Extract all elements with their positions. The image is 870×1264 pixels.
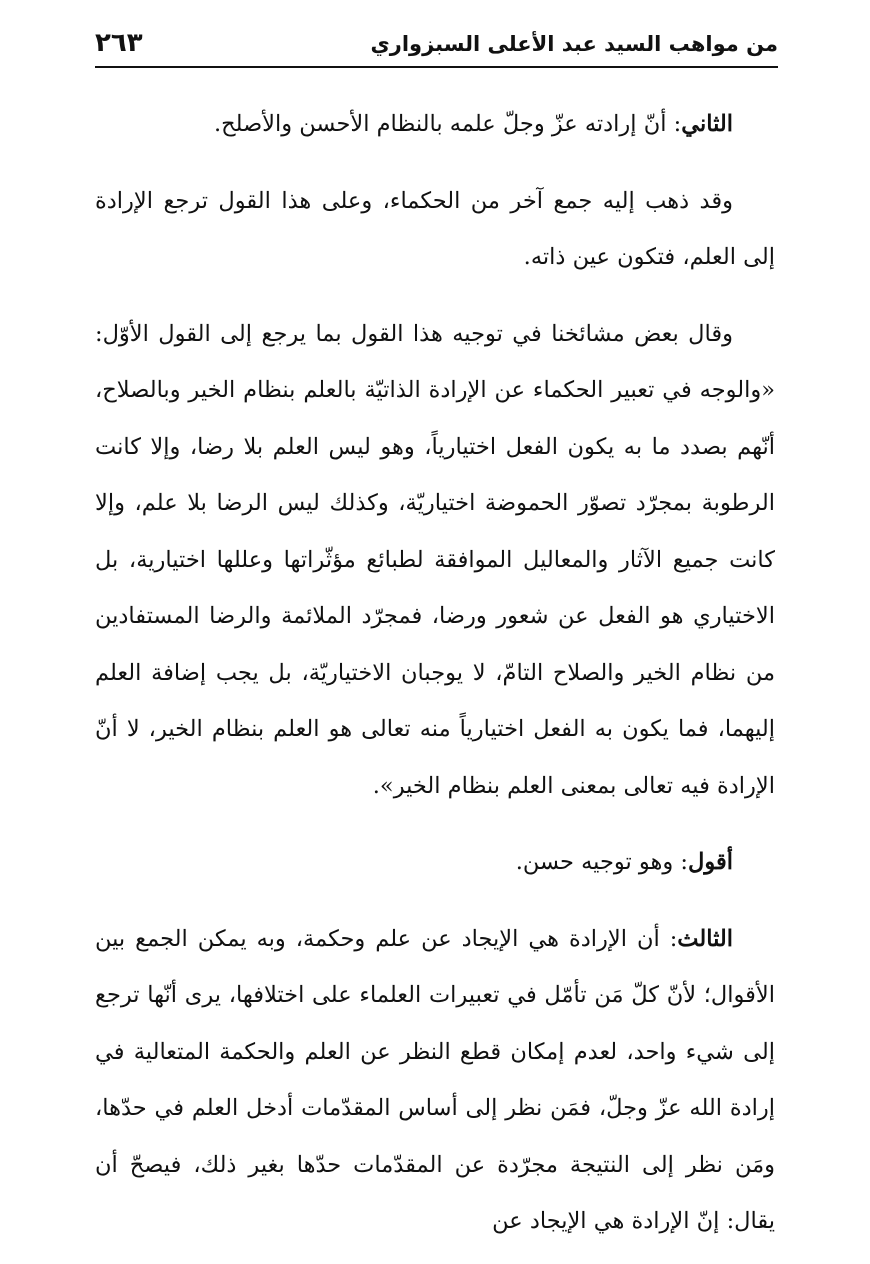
- paragraph-lead: الثاني: [681, 111, 733, 137]
- paragraph-second-opinion: [95, 96, 775, 153]
- paragraph-comment: [95, 834, 775, 891]
- paragraph-sages: [95, 173, 775, 286]
- body-text: [95, 96, 775, 1250]
- paragraph-text: : أنّ إرادته عزّ وجلّ علمه بالنظام الأحسن والأصلح.: [213, 111, 682, 137]
- running-title: من مواهب السيد عبد الأعلى السبزواري: [370, 32, 778, 56]
- page-number: ٢٦٣: [95, 28, 143, 58]
- paragraph-third-opinion: [95, 911, 775, 1250]
- paragraph-text: : أن الإرادة هي الإيجاد عن علم وحكمة، وبه يمكن الجمع بين الأقوال؛ لأنّ كلّ مَن تأمّل في تعبيرات العلماء على اختلافها، يرى أنّها ترجع إلى شيء واحد، لعدم إمكان قطع النظر عن العلم والحكمة المتعالية في إرادة الله عزّ وجلّ، فمَن نظر إلى أساس المقدّمات أدخل العلم في حدّها، ومَن نظر إلى النتيجة مجرّدة عن المقدّمات حدّها بغير ذلك، فيصحّ أن يقال: إنّ الإرادة هي الإيجاد عن: [95, 925, 775, 1234]
- paragraph-text: وقال بعض مشائخنا في توجيه هذا القول بما يرجع إلى القول الأوّل: «والوجه في تعبير الحكماء عن الإرادة الذاتيّة بالعلم بنظام الخير وبالصلاح، أنّهم بصدد ما به يكون الفعل اختيارياً، وهو ليس العلم بلا رضا، وإلا كانت الرطوبة بمجرّد تصوّر الحموضة اختياريّة، وكذلك ليس الرضا بلا علم، وإلا كانت جميع الآثار والمعاليل الموافقة لطبائع مؤثّراتها وعللها اختيارية، بل الاختياري هو الفعل عن شعور ورضا، فمجرّد الملائمة والرضا المستفادين من نظام الخير والصلاح التامّ، لا يوجبان الاختياريّة، بل يجب إضافة العلم إليهما، فما يكون به الفعل اختيارياً منه تعالى هو العلم بنظام الخير، لا أنّ الإرادة فيه تعالى بمعنى العلم بنظام الخير».: [95, 320, 775, 799]
- running-header: [95, 22, 778, 68]
- paragraph-text: وقد ذهب إليه جمع آخر من الحكماء، وعلى هذا القول ترجع الإرادة إلى العلم، فتكون عين ذاته.: [95, 187, 775, 270]
- paragraph-quotation: [95, 306, 775, 815]
- paragraph-text: : وهو توجيه حسن.: [515, 849, 689, 875]
- paragraph-lead: الثالث: [677, 925, 733, 952]
- paragraph-lead: أقول: [688, 849, 733, 875]
